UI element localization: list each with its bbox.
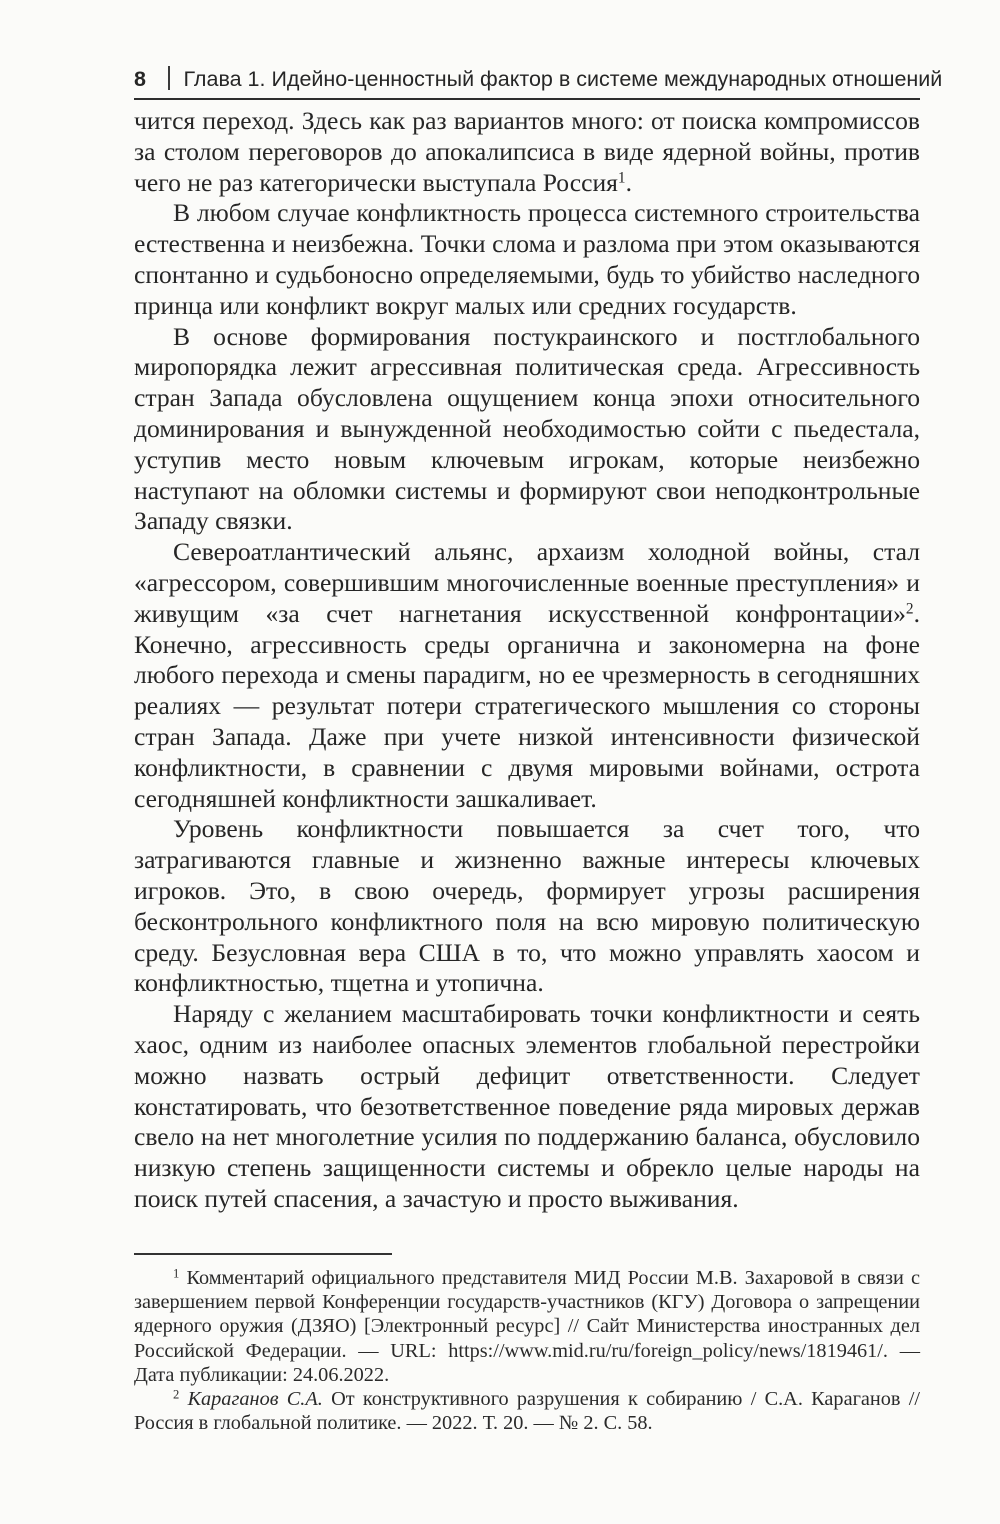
footnote-rule <box>134 1253 392 1255</box>
paragraph: Североатлантический альянс, архаизм холодной войны, стал «агрессором, совершившим многочисленные военные преступления» и живущим «за счет нагнетания искусственной конфронтации»$^2$. Конечно, агрессивность среды органична и закономерна на фоне любого перехода и смены парадигм, но ее чрезмерность в сегодняшних реалиях — результат потери стратегического мышления со стороны стран Запада. Даже при учете низкой интенсивности физической конфликтности, в сравнении с двумя мировыми войнами, острота сегодняшней конфликтности зашкаливает. <box>134 537 920 813</box>
paragraph: Уровень конфликтности повышается за счет того, что затрагиваются главные и жизненно важные интересы ключевых игроков. Это, в свою очередь, формирует угрозы расширения бесконтрольного конфликтного поля на всю мировую политическую среду. Безусловная вера США в то, что можно управлять хаосом и конфликтностью, тщетна и утопична. <box>134 814 920 998</box>
footnote-text: От конструктивного разрушения к собиранию / С.А. Караганов // Россия в глобальной политике. — 2022. Т. 20. — № 2. С. 58. <box>134 1388 920 1435</box>
header-rule <box>134 98 920 100</box>
footnote-2 <box>134 1387 920 1435</box>
footnote-ref-2: 2 <box>905 600 914 618</box>
footnote-author: Караганов С.А. <box>187 1388 323 1411</box>
paragraph: В любом случае конфликтность процесса системного строительства естественна и неизбежна. Точки слома и разлома при этом оказываются спонтанно и судьбоносно определяемыми, будь то убийство наследного принца или конфликт вокруг малых или средних государств. <box>134 198 920 320</box>
paragraph-continued: чится переход. Здесь как раз вариантов много: от поиска компромиссов за столом переговоров до апокалипсиса в виде ядерной войны, против чего не раз категорически выступала Россия$^1$. <box>134 106 920 197</box>
footnote-text: Комментарий официального представителя МИД России М.В. Захаровой в связи с завершением первой Конференции государств-участников (КГУ) Договора о запрещении ядерного оружия (ДЗЯО) [Электронный ресурс] // Сайт Министерства иностранных дел Российской Федерации. — URL: https://www.mid.ru/ru/foreign_policy/news/1819461/. — Дата публикации: 24.06.2022. <box>134 1267 920 1386</box>
footnote-number: 1 <box>173 1266 180 1281</box>
footnote-number: 2 <box>173 1387 180 1402</box>
paragraph: В основе формирования постукраинского и постглобального миропорядка лежит агрессивная политическая среда. Агрессивность стран Запада обусловлена ощущением конца эпохи относительного доминирования и вынужденной необходимостью сойти с пьедестала, уступив место новым ключевым игрокам, которые неизбежно наступают на обломки системы и формируют свои неподконтрольные Западу связки. <box>134 321 920 536</box>
chapter-title: Глава 1. Идейно-ценностный фактор в системе международных отношений <box>183 67 943 91</box>
paragraph: Наряду с желанием масштабировать точки конфликтности и сеять хаос, одним из наиболее опасных элементов глобальной перестройки можно назвать острый дефицит ответственности. Следует констатировать, что безответственное поведение ряда мировых держав свело на нет многолетние усилия по поддержанию баланса, обусловило низкую степень защищенности системы и обрекло целые народы на поиск путей спасения, а зачастую и просто выживания. <box>134 999 920 1213</box>
page-number: 8 <box>134 67 146 91</box>
footnote-1 <box>134 1266 920 1387</box>
header-separator <box>168 66 170 90</box>
running-head <box>134 62 943 96</box>
footnotes <box>134 1266 920 1435</box>
footnote-ref-1: 1 <box>617 169 626 187</box>
body-text <box>134 106 920 1215</box>
